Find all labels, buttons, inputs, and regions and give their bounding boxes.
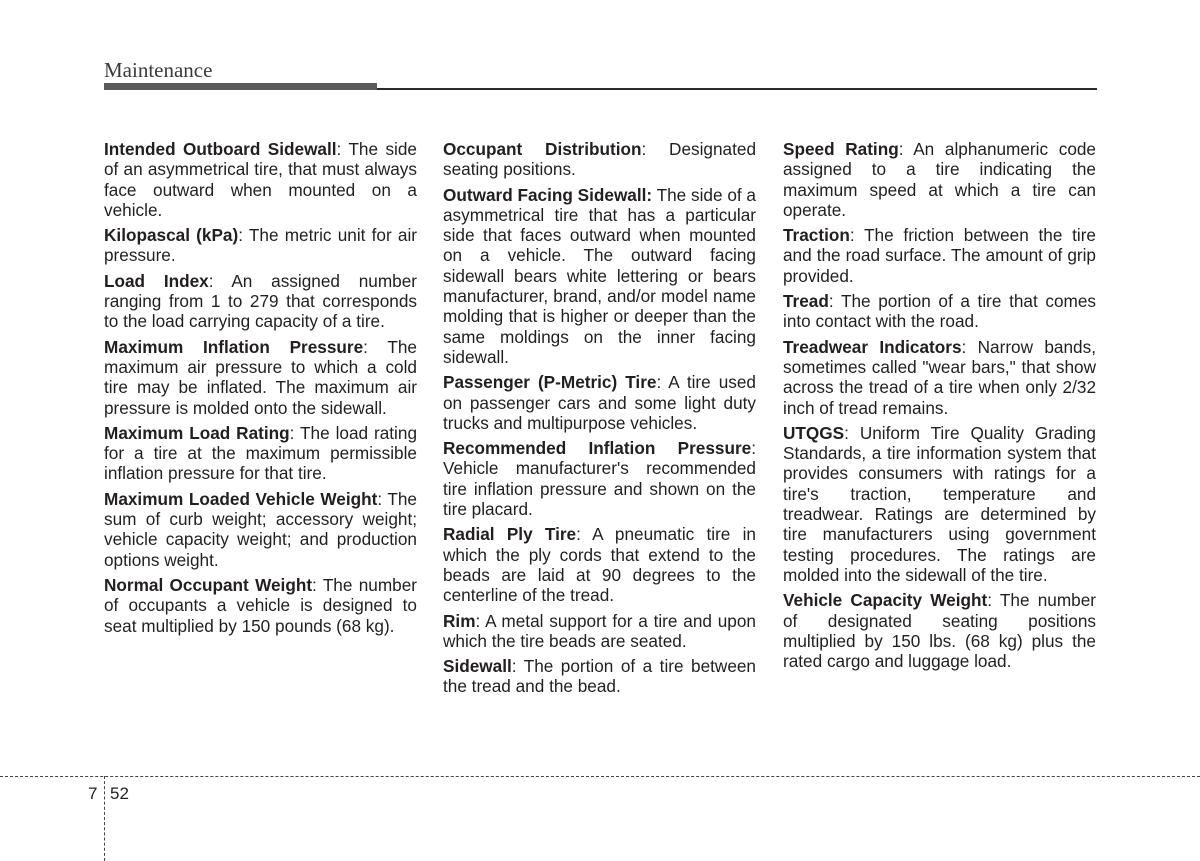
- term-separator: :: [336, 139, 349, 159]
- glossary-definition: The maximum air pressure to which a cold tire may be inflated. The maximum air pressure is molded onto the sidewall.: [104, 336, 417, 418]
- glossary-definition: The load rating for a tire at the maximum permissible inflation pressure for that tire.: [104, 422, 417, 484]
- chapter-number: 7: [88, 784, 98, 803]
- glossary-definition: An alphanumeric code assigned to a tire indicating the maximum speed at which a tire can operate.: [783, 139, 1096, 220]
- glossary-entry: [104, 423, 417, 484]
- glossary-entry: [104, 489, 417, 570]
- glossary-entry: [783, 139, 1096, 220]
- glossary-definition: Vehicle manufacturer's recommended tire inflation pressure and shown on the tire placard.: [443, 458, 756, 520]
- glossary-column-1: [104, 139, 417, 641]
- term-separator: :: [238, 225, 249, 246]
- glossary-entry: [443, 438, 756, 519]
- glossary-definition: Narrow bands, sometimes called "wear bars," that show across the tread of a tire when only 2/32 inch of tread remains.: [783, 336, 1096, 418]
- glossary-term: Maximum Load Rating: [104, 422, 290, 443]
- glossary-term: Normal Occupant Weight: [104, 574, 313, 595]
- glossary-definition: The number of occupants a vehicle is designed to seat multiplied by 150 pounds (68 kg).: [104, 574, 418, 636]
- term-separator: :: [898, 139, 914, 159]
- glossary-entry: [104, 271, 417, 332]
- glossary-definition: The friction between the tire and the road surface. The amount of grip provided.: [783, 225, 1096, 286]
- term-separator: :: [312, 574, 323, 595]
- term-separator: :: [656, 372, 669, 393]
- glossary-term: Kilopascal (kPa): [104, 225, 239, 246]
- glossary-term: Vehicle Capacity Weight: [783, 590, 988, 611]
- glossary-definition: A tire used on passenger cars and some light duty trucks and multipurpose vehicles.: [443, 372, 756, 433]
- glossary-term: Traction: [783, 225, 850, 246]
- glossary-entry: [443, 139, 756, 180]
- term-separator: :: [641, 139, 670, 159]
- glossary-definition: An assigned number ranging from 1 to 279 that corresponds to the load carrying capacity of a tire.: [104, 270, 417, 332]
- glossary-term: Outward Facing Sidewall:: [443, 184, 653, 205]
- glossary-definition: The side of a asymmetrical tire that has a particular side that faces outward when mounted on a vehicle. The outward facing sidewall bears white lettering or bears manufacturer, brand, and/or model name molding that is higher or deeper than the same moldings on the inner facing sidewall.: [443, 184, 756, 367]
- term-separator: :: [961, 336, 978, 357]
- glossary-definition: The sum of curb weight; accessory weight; vehicle capacity weight; and production options weight.: [104, 488, 417, 570]
- term-separator: :: [751, 438, 756, 459]
- term-separator: :: [475, 610, 486, 631]
- glossary-term: Load Index: [104, 270, 209, 291]
- glossary-definition: The metric unit for air pressure.: [104, 225, 418, 266]
- glossary-term: Recommended Inflation Pressure: [443, 438, 752, 459]
- term-separator: :: [377, 488, 388, 509]
- glossary-term: Tread: [783, 291, 829, 312]
- glossary-term: Occupant Distribution: [443, 139, 642, 159]
- glossary-entry: [104, 575, 417, 636]
- glossary-definition: Designated seating positions.: [443, 139, 756, 180]
- glossary-definition: Uniform Tire Quality Grading Standards, a tire information system that provides consumers with ratings for a tire's traction, temperature and treadwear. Ratings are determined by tire manufacturers using government testing procedures. The ratings are molded into the sidewall of the tire.: [783, 422, 1096, 585]
- glossary-entry: [783, 337, 1096, 418]
- glossary-entry: [104, 225, 417, 266]
- glossary-term: Maximum Loaded Vehicle Weight: [104, 488, 378, 509]
- glossary-entry: [783, 225, 1096, 286]
- term-separator: :: [576, 524, 593, 545]
- glossary-entry: [443, 611, 756, 652]
- glossary-definition: A pneumatic tire in which the ply cords that extend to the beads are laid at 90 degrees to the centerline of the tread.: [443, 524, 756, 606]
- glossary-term: Treadwear Indicators: [783, 336, 962, 357]
- section-title: Maintenance: [104, 58, 213, 82]
- glossary-entry: [443, 524, 756, 605]
- glossary-term: Sidewall: [443, 656, 512, 677]
- term-separator: :: [844, 422, 860, 443]
- glossary-definition: The portion of a tire that comes into contact with the road.: [783, 291, 1096, 332]
- footer-rule: [0, 776, 1200, 777]
- glossary-definition: A metal support for a tire and upon which the tire beads are seated.: [443, 610, 756, 651]
- glossary-term: UTQGS: [783, 422, 845, 443]
- glossary-entry: [104, 337, 417, 418]
- glossary-definition: The portion of a tire between the tread and the bead.: [443, 656, 756, 697]
- term-separator: :: [511, 656, 524, 677]
- page-number: 52: [110, 784, 129, 803]
- header-rule-accent: [104, 83, 377, 90]
- glossary-term: Speed Rating: [783, 139, 899, 159]
- glossary-entry: [443, 372, 756, 433]
- glossary-term: Rim: [443, 610, 476, 631]
- term-separator: :: [208, 270, 232, 291]
- glossary-term: Passenger (P-Metric) Tire: [443, 372, 657, 393]
- glossary-column-3: [783, 139, 1096, 676]
- term-separator: :: [363, 336, 388, 357]
- glossary-column-2: [443, 139, 756, 702]
- term-separator: :: [987, 590, 1000, 611]
- glossary-definition: The number of designated seating positions multiplied by 150 lbs. (68 kg) plus the rated cargo and luggage load.: [783, 590, 1097, 672]
- glossary-entry: [783, 423, 1096, 585]
- term-separator: :: [289, 422, 301, 443]
- glossary-entry: [104, 139, 417, 220]
- glossary-definition: The side of an asymmetrical tire, that must always face outward when mounted on a vehicle.: [104, 139, 417, 220]
- glossary-entry: [443, 185, 756, 368]
- term-separator: :: [849, 225, 865, 246]
- glossary-entry: [783, 291, 1096, 332]
- term-separator: :: [828, 291, 841, 312]
- glossary-entry: [783, 590, 1096, 671]
- glossary-term: Intended Outboard Sidewall: [104, 139, 337, 159]
- glossary-term: Maximum Inflation Pressure: [104, 336, 364, 357]
- glossary-entry: [443, 656, 756, 697]
- footer-divider: [104, 776, 105, 861]
- glossary-term: Radial Ply Tire: [443, 524, 577, 545]
